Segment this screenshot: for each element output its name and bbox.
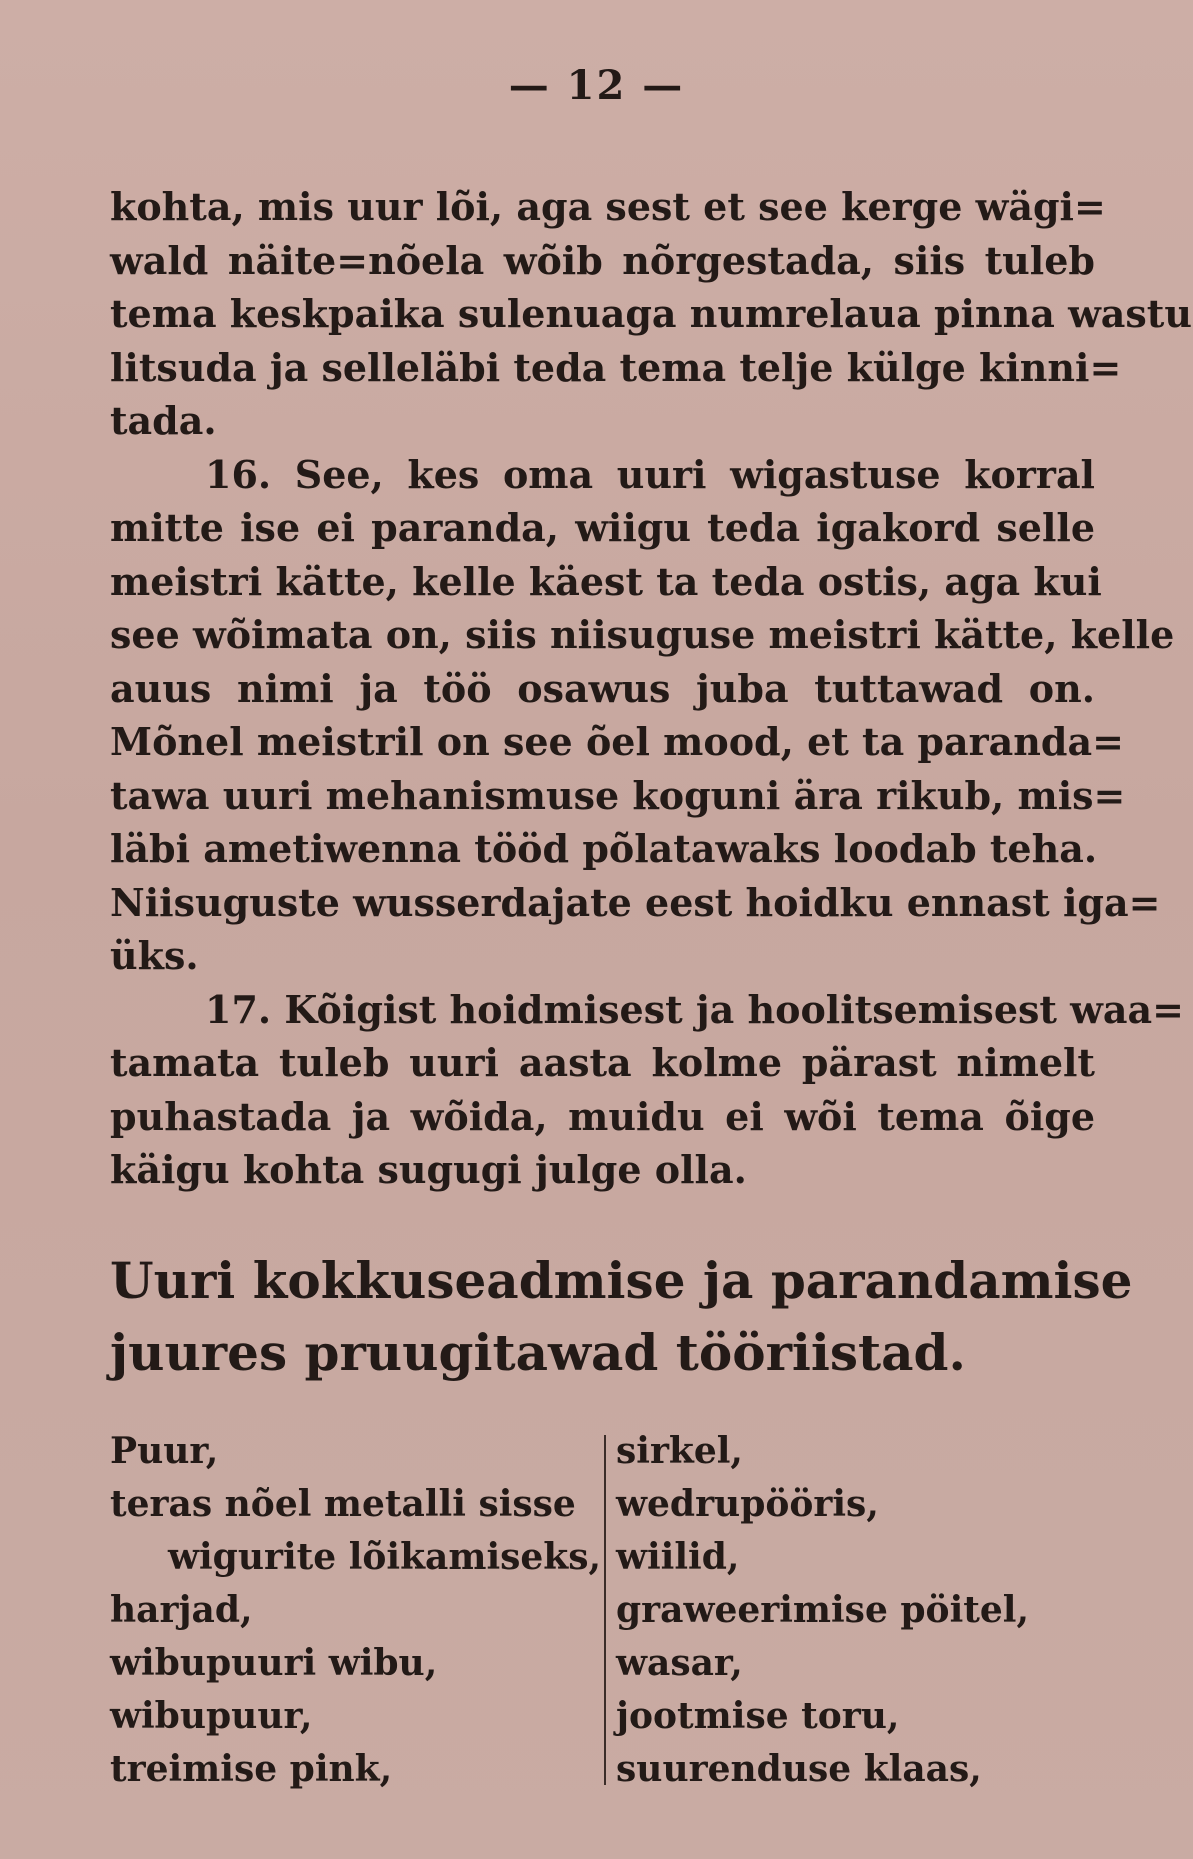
heading-line: juures pruugitawad tööriistad. bbox=[110, 1323, 966, 1382]
list-item: wibupuuri wibu, bbox=[110, 1642, 438, 1684]
text-line: Niisuguste wusserdajate eest hoidku ennast iga= bbox=[110, 879, 1161, 925]
list-item: wiilid, bbox=[616, 1536, 740, 1578]
text-line: see wõimata on, siis niisuguse meistri kätte, kelle bbox=[110, 612, 1175, 657]
list-item: wigurite lõikamiseks, bbox=[168, 1536, 602, 1578]
page-number: — 12 — bbox=[508, 62, 685, 109]
heading-line: Uuri kokkuseadmise ja parandamise bbox=[110, 1251, 1133, 1310]
tools-left-column bbox=[110, 1425, 600, 1796]
text-line: käigu kohta sugugi julge olla. bbox=[110, 1147, 747, 1192]
list-item: harjad, bbox=[110, 1589, 253, 1631]
text-line: tamata tuleb uuri aasta kolme pärast nimelt bbox=[110, 1040, 1095, 1085]
list-item: suurenduse klaas, bbox=[616, 1748, 982, 1790]
text-line: tada. bbox=[110, 398, 217, 443]
list-item: treimise pink, bbox=[110, 1748, 393, 1790]
section-heading bbox=[110, 1245, 1133, 1389]
list-item: sirkel, bbox=[616, 1430, 743, 1472]
text-line: üks. bbox=[110, 933, 199, 978]
paragraph-16-start: 16. See, kes oma uuri wigastuse korral bbox=[205, 451, 1095, 497]
list-item: jootmise toru, bbox=[616, 1695, 900, 1737]
list-item: Puur, bbox=[110, 1430, 219, 1472]
list-item: wedrupööris, bbox=[616, 1483, 879, 1525]
text-line: kohta, mis uur lõi, aga sest et see kerge wägi= bbox=[110, 184, 1106, 229]
text-line: tawa uuri mehanismuse koguni ära rikub, mis= bbox=[110, 772, 1126, 818]
tools-right-column bbox=[616, 1425, 1096, 1796]
text-line: mitte ise ei paranda, wiigu teda igakord selle bbox=[110, 505, 1095, 550]
text-line: meistri kätte, kelle käest ta teda ostis, aga kui bbox=[110, 558, 1102, 604]
column-divider bbox=[604, 1435, 606, 1785]
text-line: auus nimi ja töö osawus juba tuttawad on. bbox=[110, 665, 1095, 711]
text-line: tema keskpaika sulenuaga numrelaua pinna wastu bbox=[110, 291, 1192, 336]
paragraph-17-start: 17. Kõigist hoidmisest ja hoolitsemisest waa= bbox=[205, 986, 1184, 1032]
list-item: wibupuur, bbox=[110, 1695, 313, 1737]
tools-list bbox=[110, 1425, 1095, 1805]
text-line: litsuda ja selleläbi teda tema telje külge kinni= bbox=[110, 344, 1122, 390]
text-line: puhastada ja wõida, muidu ei wõi tema õige bbox=[110, 1093, 1095, 1139]
text-line: wald näite=nõela wõib nõrgestada, siis tuleb bbox=[110, 237, 1095, 283]
list-item: wasar, bbox=[616, 1642, 743, 1684]
list-item: teras nõel metalli sisse bbox=[110, 1483, 576, 1525]
body-text bbox=[110, 180, 1192, 1197]
text-line: Mõnel meistril on see õel mood, et ta paranda= bbox=[110, 719, 1124, 764]
text-line: läbi ametiwenna tööd põlatawaks loodab teha. bbox=[110, 826, 1098, 871]
list-item: grawеerimise pöitel, bbox=[616, 1589, 1029, 1631]
